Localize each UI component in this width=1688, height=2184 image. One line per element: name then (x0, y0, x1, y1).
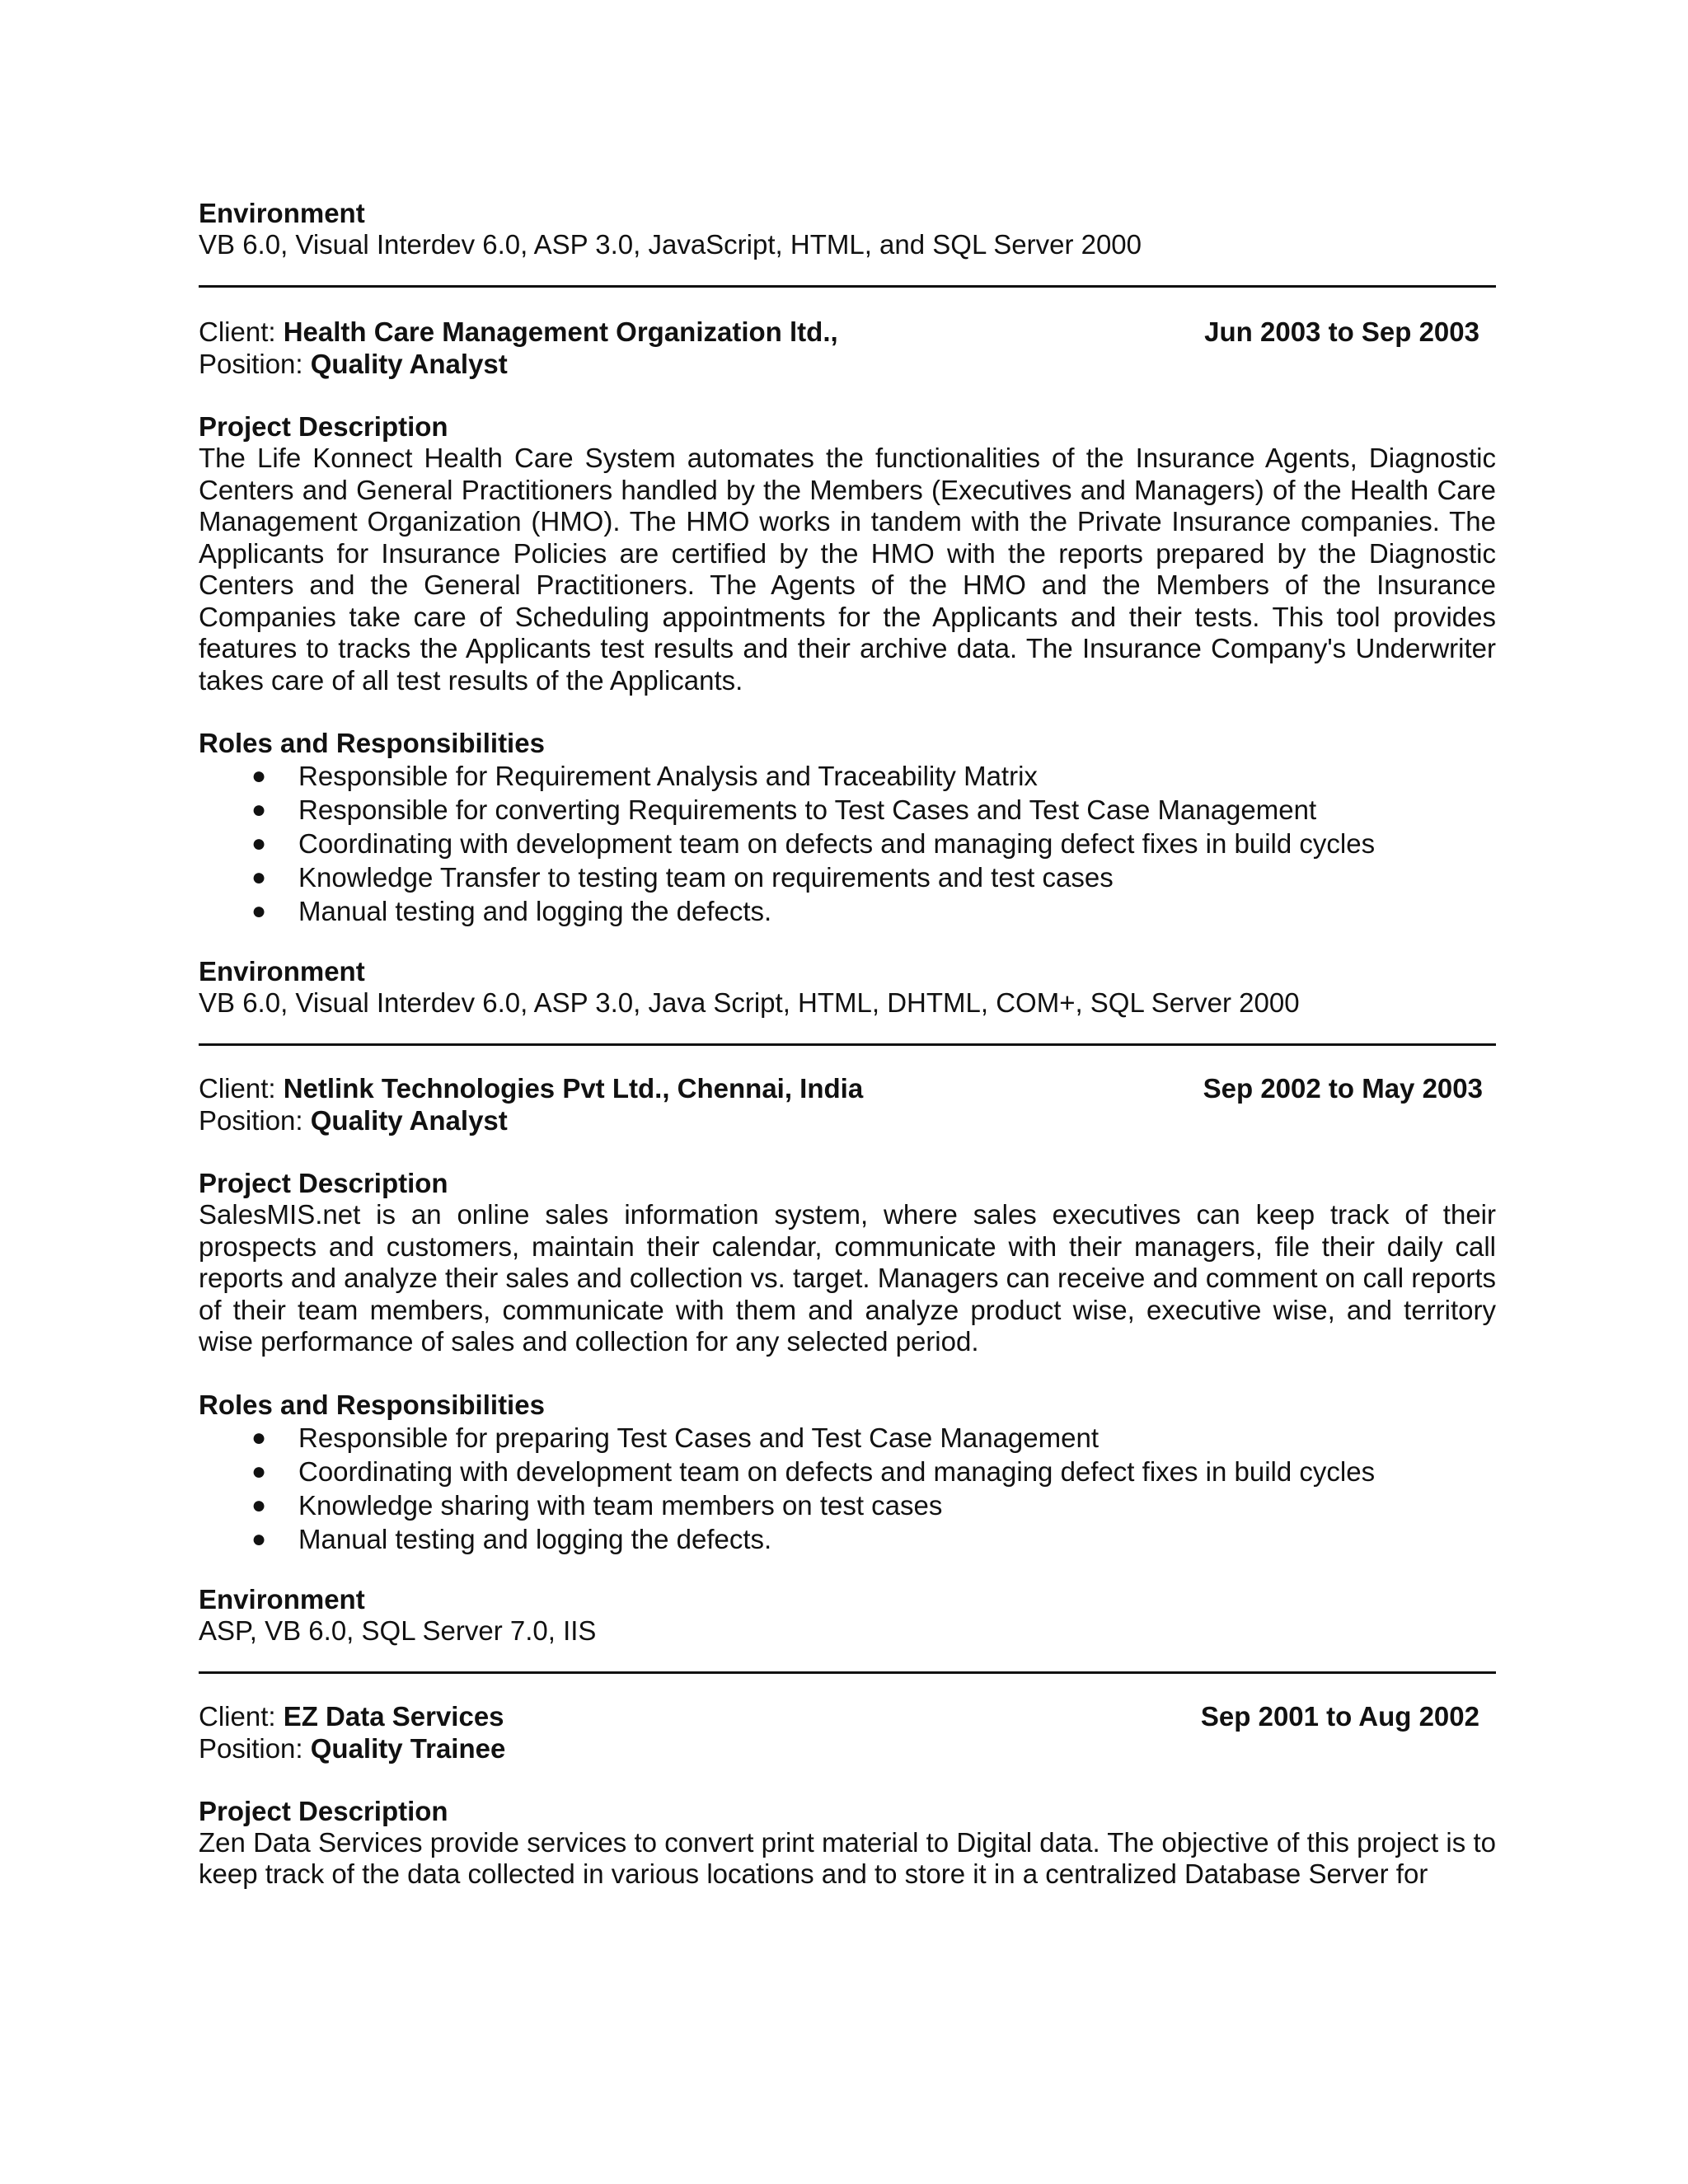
bullet-icon: ● (251, 864, 267, 891)
position-label: Position: (199, 1105, 303, 1136)
position-title: Quality Analyst (310, 349, 508, 379)
client-label: Client: (199, 316, 276, 347)
client-label: Client: (199, 1700, 276, 1732)
roles-list (199, 1421, 1496, 1556)
bullet-icon: ● (251, 762, 267, 790)
project-description-heading: Project Description (199, 1795, 448, 1826)
position-row (199, 1105, 1496, 1137)
list-item: ● Knowledge Transfer to testing team on requirements and test cases (251, 862, 1114, 893)
position-title: Quality Analyst (310, 1105, 508, 1136)
resume-page (199, 198, 1496, 1891)
project-description-text: SalesMIS.net is an online sales information system, where sales executives can keep track of their prospects and customers, maintain their calendar, communicate with their managers, file their daily call reports and analyze their sales and collection vs. target. Managers can receive and comment on call reports of their team members, communicate with them and analyze product wise, executive wise, and territory wise performance of sales and collection for any selected period. (199, 1199, 1496, 1357)
employment-dates: Jun 2003 to Sep 2003 (1204, 316, 1479, 347)
position-label: Position: (199, 349, 303, 379)
list-item: ● Manual testing and logging the defects. (251, 1523, 772, 1554)
position-row (199, 1733, 1496, 1765)
environment-section (199, 198, 1496, 260)
list-item: ● Responsible for converting Requirements to Test Cases and Test Case Management (251, 794, 1317, 825)
bullet-icon: ● (251, 796, 267, 823)
employment-dates: Sep 2002 to May 2003 (1203, 1073, 1483, 1104)
client-name: Netlink Technologies Pvt Ltd., Chennai, India (283, 1073, 864, 1104)
roles-list (199, 759, 1496, 928)
project-description-text: Zen Data Services provide services to convert print material to Digital data. The objective of this project is to keep track of the data collected in various locations and to store it in a centralized Database Server for (199, 1826, 1496, 1889)
project-ez-data (199, 1700, 1496, 1891)
bullet-icon: ● (251, 1423, 267, 1451)
roles-heading: Roles and Responsibilities (199, 1389, 545, 1420)
environment-heading: Environment (199, 956, 365, 987)
project-netlink (199, 1072, 1496, 1647)
list-item: ● Responsible for Requirement Analysis and Traceability Matrix (251, 761, 1038, 791)
employment-dates: Sep 2001 to Aug 2002 (1200, 1700, 1479, 1732)
environment-heading: Environment (199, 1583, 365, 1615)
list-item: ● Responsible for preparing Test Cases and Test Case Management (251, 1422, 1100, 1453)
project-description-text: The Life Konnect Health Care System automates the functionalities of the Insurance Agents, Diagnostic Centers and General Practitioners handled by the Members (Executives and Managers) of the Health Care Management Organization (HMO). The HMO works in tandem with the Private Insurance companies. The Applicants for Insurance Policies are certified by the HMO with the reports prepared by the Diagnostic Centers and the General Practitioners. The Agents of the HMO and the Members of the Insurance Companies take care of Scheduling appointments for the Applicants and their tests. This tool provides features to tracks the Applicants test results and their archive data. The Insurance Company's Underwriter takes care of all test results of the Applicants. (199, 443, 1496, 696)
environment-text: VB 6.0, Visual Interdev 6.0, ASP 3.0, JavaScript, HTML, and SQL Server 2000 (199, 229, 1142, 260)
project-health-care (199, 316, 1496, 1019)
environment-text: ASP, VB 6.0, SQL Server 7.0, IIS (199, 1615, 597, 1646)
client-row (199, 1072, 1496, 1105)
list-item: ● Knowledge sharing with team members on test cases (251, 1489, 943, 1521)
client-row (199, 1700, 1496, 1733)
client-name: Health Care Management Organization ltd., (283, 316, 838, 347)
bullet-icon: ● (251, 1491, 267, 1519)
position-title: Quality Trainee (310, 1732, 506, 1764)
bullet-icon: ● (251, 898, 267, 925)
bullet-icon: ● (251, 830, 267, 857)
list-item: ● Coordinating with development team on defects and managing defect fixes in build cycles (251, 1455, 1376, 1487)
client-label: Client: (199, 1073, 276, 1104)
position-label: Position: (199, 1732, 303, 1764)
environment-text: VB 6.0, Visual Interdev 6.0, ASP 3.0, Java Script, HTML, DHTML, COM+, SQL Server 2000 (199, 987, 1300, 1018)
list-item: ● Manual testing and logging the defects. (251, 896, 772, 926)
bullet-icon: ● (251, 1457, 267, 1485)
project-description-heading: Project Description (199, 411, 448, 442)
position-row (199, 349, 1496, 380)
bullet-icon: ● (251, 1525, 267, 1553)
client-name: EZ Data Services (283, 1700, 504, 1732)
client-row (199, 316, 1496, 349)
list-item: ● Coordinating with development team on defects and managing defect fixes in build cycles (251, 828, 1376, 859)
project-description-heading: Project Description (199, 1168, 448, 1198)
environment-heading: Environment (199, 198, 365, 228)
roles-heading: Roles and Responsibilities (199, 728, 545, 758)
